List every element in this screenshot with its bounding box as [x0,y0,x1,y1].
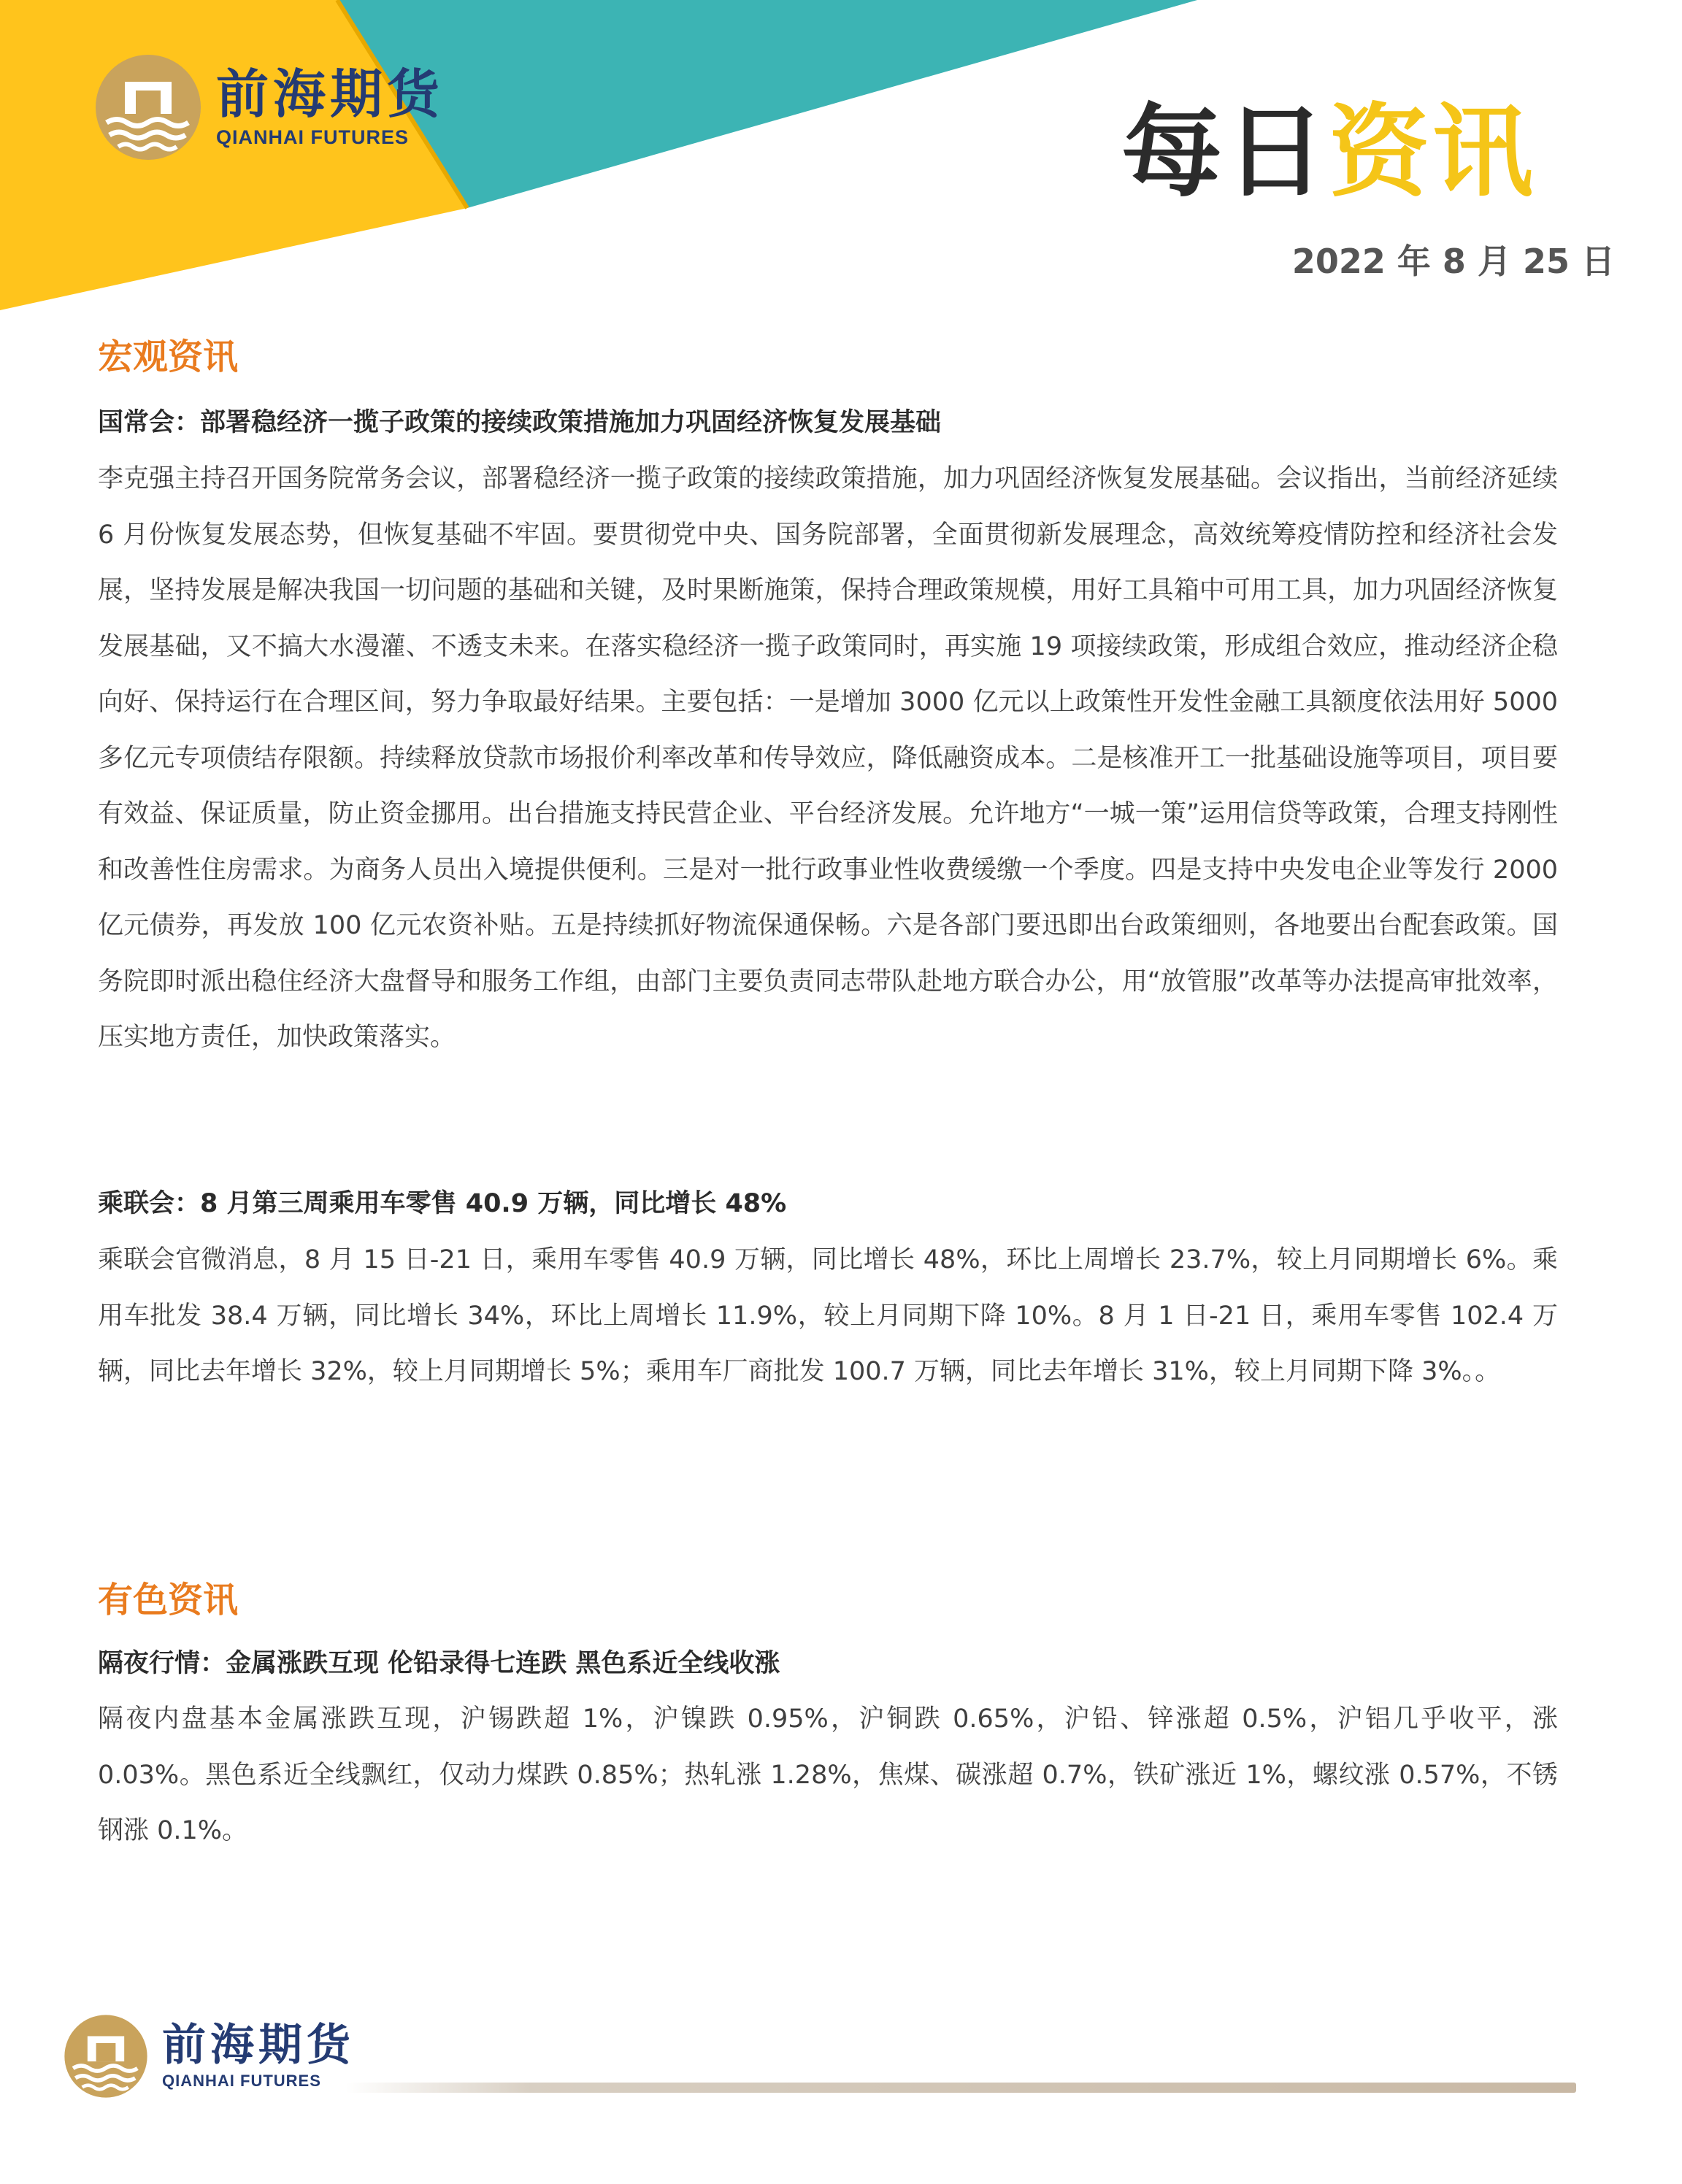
article-title: 乘联会：8 月第三周乘用车零售 40.9 万辆，同比增长 48% [98,1189,787,1218]
logo-name-cn: 前海期货 [162,2020,355,2071]
teal-ribbon [337,0,1197,208]
article-body: 乘联会官微消息，8 月 15 日-21 日，乘用车零售 40.9 万辆，同比增长 48%，环比上周增长 23.7%，较上月同期增长 6%。乘用车批发 38.4 万辆，同比增长 34%，环比上周增长 11.9%，较上月同期下降 10%。8 月 1 日-21 日，乘用车零售 102.4 万辆，同比去年增长 32%，较上月同期增长 5%；乘用车厂商批发 100.7 万辆，同比去年增长 31%，较上月同期下降 3%。。 [98,1245,1558,1386]
article-title: 国常会：部署稳经济一揽子政策的接续政策措施加力巩固经济恢复发展基础 [98,408,942,437]
section-title-nonferrous: 有色资讯 [98,1580,239,1620]
logo-name-en: QIANHAI FUTURES [162,2072,321,2090]
company-logo-footer [63,2013,355,2099]
page-title-dark: 每日 [1121,93,1329,211]
page-title [1121,93,1536,211]
section-title-macro: 宏观资讯 [98,337,239,377]
qianhai-sun-waves-icon [63,2013,149,2099]
article-body: 李克强主持召开国务院常务会议，部署稳经济一揽子政策的接续政策措施，加力巩固经济恢复发展基础。会议指出，当前经济延续 6 月份恢复发展态势，但恢复基础不牢固。要贯彻党中央、国务院部署，全面贯彻新发展理念，高效统筹疫情防控和经济社会发展，坚持发展是解决我国一切问题的基础和关键，及时果断施策，保持合理政策规模，用好工具箱中可用工具，加力巩固经济恢复发展基础，又不搞大水漫灌、不透支未来。在落实稳经济一揽子政策同时，再实施 19 项接续政策，形成组合效应，推动经济企稳向好、保持运行在合理区间，努力争取最好结果。主要包括：一是增加 3000 亿元以上政策性开发性金融工具额度依法用好 5000 多亿元专项债结存限额。持续释放贷款市场报价利率改革和传导效应，降低融资成本。二是核准开工一批基础设施等项目，项目要有效益、保证质量，防止资金挪用。出台措施支持民营企业、平台经济发展。允许地方“一城一策”运用信贷等政策，合理支持刚性和改善性住房需求。为商务人员出入境提供便利。三是对一批行政事业性收费缓缴一个季度。四是支持中央发电企业等发行 2000 亿元债券，再发放 100 亿元农资补贴。五是持续抓好物流保通保畅。六是各部门要迅即出台政策细则，各地要出台配套政策。国务院即时派出稳住经济大盘督导和服务工作组，由部门主要负责同志带队赴地方联合办公，用“放管服”改革等办法提高审批效率，压实地方责任，加快政策落实。 [98,464,1558,1052]
page-title-accent: 资讯 [1328,93,1536,211]
article-title: 隔夜行情：金属涨跌互现 伦铅录得七连跌 黑色系近全线收涨 [98,1649,780,1678]
company-logo-header [93,53,444,162]
logo-name-en: QIANHAI FUTURES [216,126,409,148]
logo-name-cn: 前海期货 [216,62,445,125]
publish-date: 2022 年 8 月 25 日 [1291,242,1615,281]
article-body: 隔夜内盘基本金属涨跌互现，沪锡跌超 1%，沪镍跌 0.95%，沪铜跌 0.65%，沪铅、锌涨超 0.5%，沪铝几乎收平，涨 0.03%。黑色系近全线飘红，仅动力煤跌 0.85%；热轧涨 1.28%，焦煤、碳涨超 0.7%，铁矿涨近 1%，螺纹涨 0.57%，不锈钢涨 0.1%。 [98,1704,1558,1845]
footer-divider [346,2083,1576,2093]
qianhai-sun-waves-icon [93,53,203,162]
